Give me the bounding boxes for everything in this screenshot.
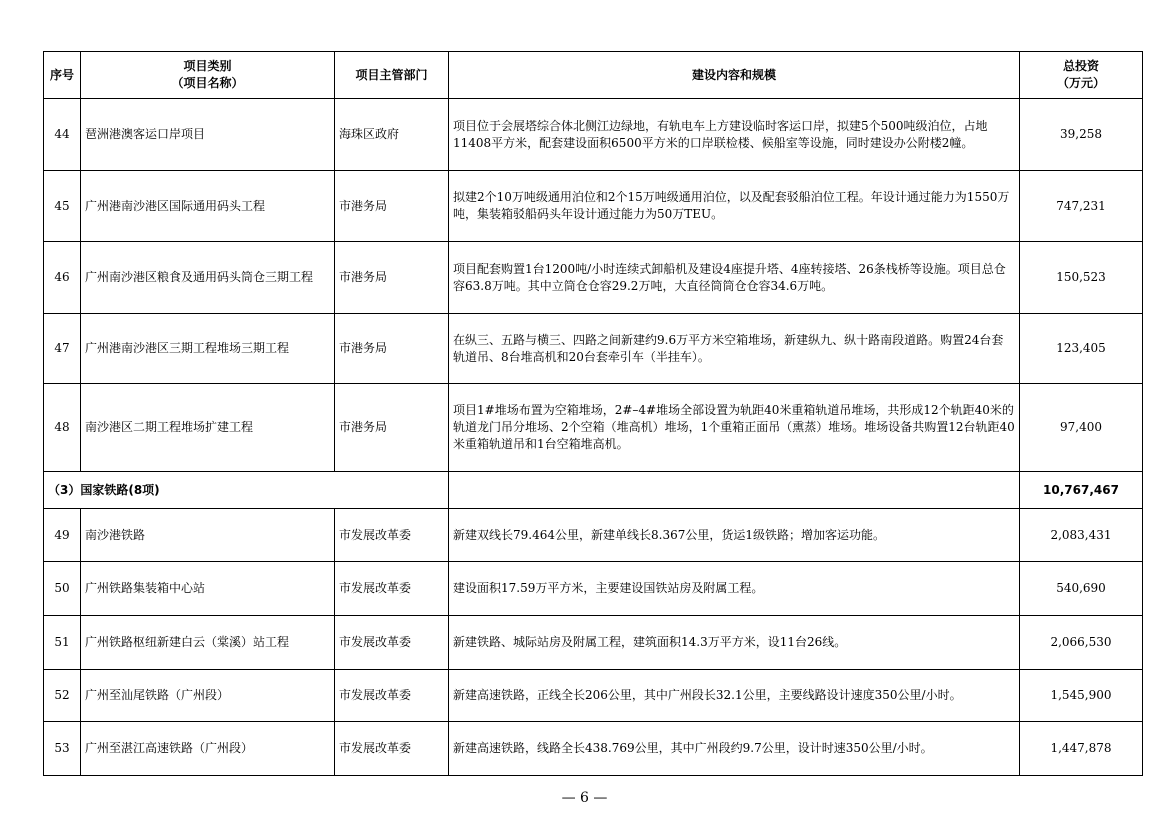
row-serial-no: 52 [44,670,81,722]
row-content: 拟建2个10万吨级通用泊位和2个15万吨级通用泊位，以及配套驳船泊位工程。年设计通过能力为1550万吨，集装箱驳船码头年设计通过能力为50万TEU。 [449,171,1020,242]
row-serial-no: 46 [44,242,81,314]
row-serial-no: 47 [44,314,81,384]
table-row [44,670,1143,722]
row-project-name: 广州铁路集装箱中心站 [81,562,335,616]
row-project-name: 广州至汕尾铁路（广州段） [81,670,335,722]
row-content: 新建铁路、城际站房及附属工程，建筑面积14.3万平方米，设11台26线。 [449,616,1020,670]
row-department: 市港务局 [335,384,449,472]
row-serial-no: 50 [44,562,81,616]
row-department: 市发展改革委 [335,509,449,562]
row-investment: 39,258 [1020,99,1143,171]
row-department: 市港务局 [335,314,449,384]
row-investment: 2,066,530 [1020,616,1143,670]
table-row [44,99,1143,171]
row-content: 在纵三、五路与横三、四路之间新建约9.6万平方米空箱堆场，新建纵九、纵十路南段道路。购置24台套轨道吊、8台堆高机和20台套牵引车（半挂车）。 [449,314,1020,384]
row-project-name: 南沙港区二期工程堆场扩建工程 [81,384,335,472]
row-content: 新建高速铁路，线路全长438.769公里，其中广州段约9.7公里，设计时速350公里/小时。 [449,722,1020,776]
row-department: 市港务局 [335,171,449,242]
row-investment: 1,545,900 [1020,670,1143,722]
page-number: — 6 — [561,790,608,806]
row-content: 项目配套购置1台1200吨/小时连续式卸船机及建设4座提升塔、4座转接塔、26条栈桥等设施。项目总仓容63.8万吨。其中立筒仓仓容29.2万吨，大直径筒筒仓仓容34.6万吨。 [449,242,1020,314]
header-project-name-line2: （项目名称） [171,76,244,90]
row-content: 项目位于会展塔综合体北侧江边绿地，有轨电车上方建设临时客运口岸，拟建5个500吨级泊位，占地11408平方米，配套建设面积6500平方米的口岸联检楼、候船室等设施，同时建设办公附楼2幢。 [449,99,1020,171]
table-row [44,384,1143,472]
row-content: 建设面积17.59万平方米，主要建设国铁站房及附属工程。 [449,562,1020,616]
table-row [44,314,1143,384]
section-label: （3）国家铁路(8项) [44,472,449,509]
row-department: 市发展改革委 [335,722,449,776]
table-row [44,171,1143,242]
row-department: 海珠区政府 [335,99,449,171]
row-content: 项目1#堆场布置为空箱堆场，2#–4#堆场全部设置为轨距40米重箱轨道吊堆场，共形成12个轨距40米的轨道龙门吊分堆场、2个空箱（堆高机）堆场，1个重箱正面吊（熏蒸）堆场。堆场设备共购置12台轨距40米重箱轨道吊和1台空箱堆高机。 [449,384,1020,472]
row-department: 市港务局 [335,242,449,314]
table-row [44,509,1143,562]
table-row [44,722,1143,776]
row-content: 新建高速铁路，正线全长206公里，其中广州段长32.1公里，主要线路设计速度350公里/小时。 [449,670,1020,722]
row-project-name: 南沙港铁路 [81,509,335,562]
header-investment-line1: 总投资 [1062,59,1099,73]
row-investment: 540,690 [1020,562,1143,616]
row-serial-no: 49 [44,509,81,562]
row-serial-no: 44 [44,99,81,171]
row-project-name: 广州港南沙港区国际通用码头工程 [81,171,335,242]
header-department: 项目主管部门 [335,52,449,99]
header-project-name-line1: 项目类别 [183,59,232,73]
row-investment: 97,400 [1020,384,1143,472]
row-investment: 1,447,878 [1020,722,1143,776]
row-serial-no: 53 [44,722,81,776]
row-project-name: 琶洲港澳客运口岸项目 [81,99,335,171]
header-serial-no: 序号 [44,52,81,99]
header-project-name [81,52,335,99]
project-table [43,51,1143,776]
row-department: 市发展改革委 [335,562,449,616]
table-row [44,616,1143,670]
row-project-name: 广州铁路枢纽新建白云（棠溪）站工程 [81,616,335,670]
row-project-name: 广州港南沙港区三期工程堆场三期工程 [81,314,335,384]
row-investment: 123,405 [1020,314,1143,384]
header-content: 建设内容和规模 [449,52,1020,99]
row-investment: 747,231 [1020,171,1143,242]
table-row [44,242,1143,314]
row-department: 市发展改革委 [335,616,449,670]
row-project-name: 广州南沙港区粮食及通用码头筒仓三期工程 [81,242,335,314]
row-serial-no: 51 [44,616,81,670]
header-investment [1020,52,1143,99]
section-content-empty [449,472,1020,509]
header-investment-line2: （万元） [1056,76,1105,90]
header-row [44,52,1143,99]
row-content: 新建双线长79.464公里，新建单线长8.367公里，货运1级铁路；增加客运功能。 [449,509,1020,562]
row-project-name: 广州至湛江高速铁路（广州段） [81,722,335,776]
section-investment: 10,767,467 [1020,472,1143,509]
row-department: 市发展改革委 [335,670,449,722]
row-investment: 2,083,431 [1020,509,1143,562]
row-serial-no: 45 [44,171,81,242]
section-row [44,472,1143,509]
row-investment: 150,523 [1020,242,1143,314]
table-row [44,562,1143,616]
row-serial-no: 48 [44,384,81,472]
